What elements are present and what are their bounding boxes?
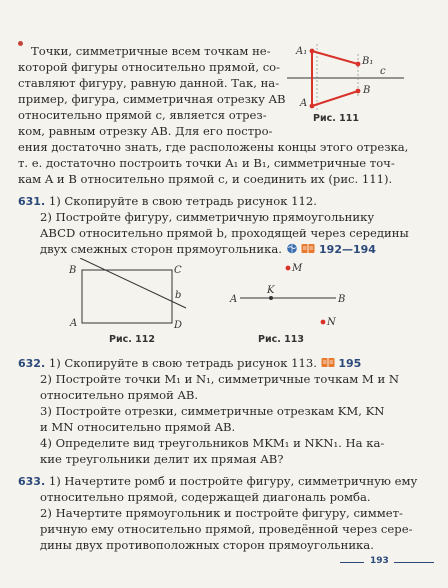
footer-rule-right bbox=[394, 562, 434, 563]
task-633-line1 bbox=[18, 474, 417, 490]
label-a1: A₁ bbox=[296, 46, 308, 57]
task-632-line: 3) Постройте отрезки, симметричные отрезкам KM, KN bbox=[40, 404, 385, 418]
task-632-line: и MN относительно прямой AB. bbox=[40, 420, 236, 434]
book-icon[interactable] bbox=[301, 243, 315, 254]
task-number: 633. bbox=[18, 475, 46, 488]
figure-112 bbox=[62, 258, 192, 336]
point-k bbox=[269, 296, 273, 300]
rectangle-abcd bbox=[82, 270, 172, 323]
intro-line: которой фигуры относительно прямой, со- bbox=[18, 60, 281, 74]
point-a1 bbox=[310, 49, 315, 54]
exercise-ref[interactable]: 195 bbox=[338, 357, 362, 370]
point-a bbox=[310, 104, 315, 109]
book-icon[interactable] bbox=[321, 357, 335, 368]
intro-line: кам A и B относительно прямой c, и соединить их (рис. 111). bbox=[18, 172, 393, 186]
task-633-line: ричную ему относительно прямой, проведённой через сере- bbox=[40, 522, 413, 536]
label-c: C bbox=[174, 265, 182, 276]
task-text: двух смежных сторон прямоугольника. bbox=[40, 242, 282, 256]
figure-113 bbox=[226, 258, 356, 336]
section-marker bbox=[18, 41, 23, 46]
intro-line: пример, фигура, симметричная отрезку AB bbox=[18, 92, 286, 106]
task-632-line: относительно прямой AB. bbox=[40, 388, 199, 402]
task-631-line: 2) Постройте фигуру, симметричную прямоугольнику bbox=[40, 210, 375, 224]
label-c: c bbox=[380, 66, 386, 77]
point-b bbox=[356, 89, 361, 94]
label-a: A bbox=[230, 294, 238, 305]
line-b bbox=[80, 258, 186, 308]
label-a: A bbox=[300, 98, 308, 109]
task-632-line1 bbox=[18, 356, 361, 372]
point-n bbox=[321, 320, 326, 325]
intro-line: ставляют фигуру, равную данной. Так, на- bbox=[18, 76, 280, 90]
task-text: 1) Начертите ромб и постройте фигуру, симметричную ему bbox=[48, 474, 418, 488]
task-632-line: 2) Постройте точки M₁ и N₁, симметричные точкам M и N bbox=[40, 372, 400, 386]
point-b1 bbox=[356, 62, 361, 67]
label-m: M bbox=[292, 263, 303, 274]
task-text: 1) Скопируйте в свою тетрадь рисунок 112. bbox=[48, 194, 317, 208]
label-b: B bbox=[338, 294, 346, 305]
task-633-line: относительно прямой, содержащей диагональ ромба. bbox=[40, 490, 371, 504]
task-631-line: ABCD относительно прямой b, проходящей через середины bbox=[40, 226, 409, 240]
exercise-ref[interactable]: 192—194 bbox=[319, 243, 376, 256]
intro-line: т. е. достаточно построить точки A₁ и B₁, симметричные точ- bbox=[18, 156, 395, 170]
intro-line: относительно прямой c, является отрез- bbox=[18, 108, 267, 122]
intro-line: Точки, симметричные всем точкам не- bbox=[31, 44, 271, 58]
segment-a1-b1 bbox=[312, 51, 358, 64]
figure-111-caption: Рис. 111 bbox=[313, 113, 359, 124]
task-633-line: дины двух противоположных сторон прямоугольника. bbox=[40, 538, 374, 552]
intro-line: ения достаточно знать, где расположены концы этого отрезка, bbox=[18, 140, 409, 154]
task-number: 632. bbox=[18, 357, 46, 370]
figure-112-caption: Рис. 112 bbox=[109, 334, 155, 345]
task-633-line: 2) Начертите прямоугольник и постройте фигуру, симмет- bbox=[40, 506, 403, 520]
task-631-line1 bbox=[18, 194, 317, 210]
label-b1: B₁ bbox=[362, 56, 374, 67]
point-m bbox=[286, 266, 291, 271]
task-631-line bbox=[40, 242, 376, 258]
label-k: K bbox=[267, 285, 275, 296]
label-d: D bbox=[174, 320, 183, 331]
label-a: A bbox=[70, 318, 78, 329]
task-632-line: 4) Определите вид треугольников MKM₁ и NKN₁. На ка- bbox=[40, 436, 385, 450]
task-number: 631. bbox=[18, 195, 46, 208]
figure-111 bbox=[282, 40, 407, 120]
globe-icon[interactable] bbox=[286, 243, 298, 254]
task-text: 1) Скопируйте в свою тетрадь рисунок 113. bbox=[48, 356, 317, 370]
label-line-b: b bbox=[175, 290, 182, 301]
footer-rule-left bbox=[340, 562, 364, 563]
label-b: B bbox=[69, 265, 77, 276]
page-number: 193 bbox=[370, 556, 389, 566]
figure-113-caption: Рис. 113 bbox=[258, 334, 304, 345]
intro-line: ком, равным отрезку AB. Для его постро- bbox=[18, 124, 273, 138]
segment-a-b bbox=[312, 91, 358, 106]
label-n: N bbox=[327, 317, 336, 328]
task-632-line: кие треугольники делит их прямая AB? bbox=[40, 452, 284, 466]
label-b: B bbox=[363, 85, 371, 96]
